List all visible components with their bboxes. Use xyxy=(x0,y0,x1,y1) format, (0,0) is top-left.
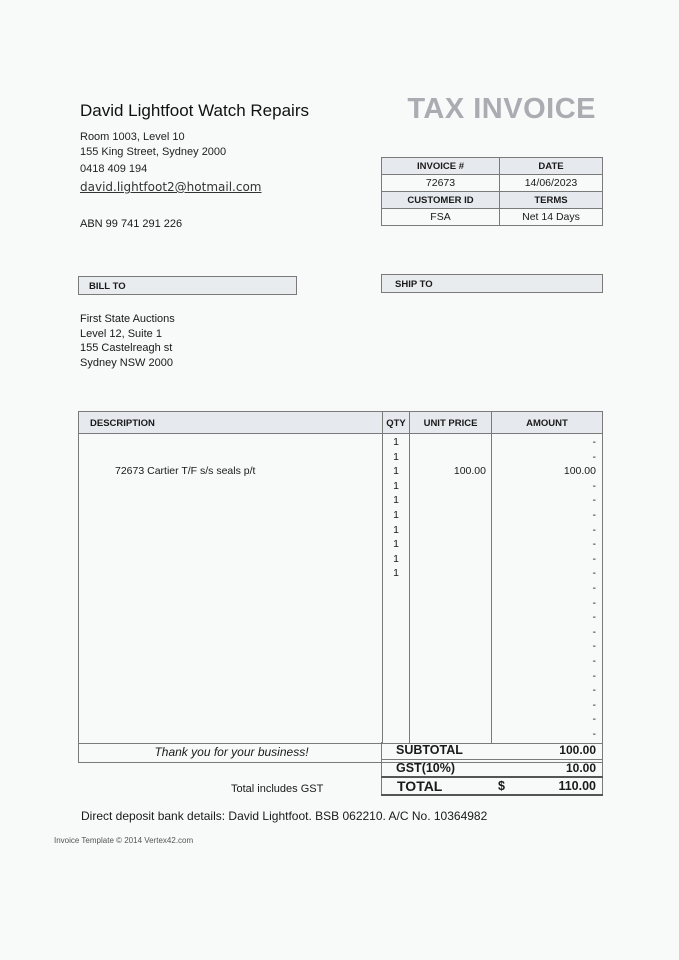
amount-cell: - xyxy=(592,684,596,697)
table-row xyxy=(79,480,602,495)
amount-cell: - xyxy=(592,436,596,448)
total-value: 110.00 xyxy=(558,779,596,793)
date-header: DATE xyxy=(500,158,603,175)
bill-to-line: First State Auctions xyxy=(80,313,175,325)
table-row xyxy=(79,713,602,728)
qty-cell: 1 xyxy=(393,479,399,492)
subtotal-label: SUBTOTAL xyxy=(396,743,463,757)
amount-cell: - xyxy=(592,582,596,594)
table-row xyxy=(79,524,602,539)
amount-cell: - xyxy=(592,596,596,609)
table-row xyxy=(79,597,602,612)
thank-you-message: Thank you for your business! xyxy=(154,745,309,759)
company-email-link[interactable]: david.lightfoot2@hotmail.com xyxy=(80,180,262,194)
qty-cell: 1 xyxy=(393,567,399,580)
amount-cell: - xyxy=(592,611,596,624)
table-row xyxy=(79,567,602,582)
amount-column-header: AMOUNT xyxy=(526,418,568,429)
amount-cell: 100.00 xyxy=(563,465,596,478)
table-row xyxy=(79,538,602,553)
unit-price-cell: 100.00 xyxy=(453,465,486,478)
company-address-line2: 155 King Street, Sydney 2000 xyxy=(80,146,227,158)
customer-id-header: CUSTOMER ID xyxy=(382,192,500,209)
description-column-header: DESCRIPTION xyxy=(90,418,155,429)
table-row xyxy=(79,670,602,685)
amount-cell: - xyxy=(592,509,596,521)
template-credit: Invoice Template © 2014 Vertex42.com xyxy=(54,836,194,845)
bill-to-line: 155 Castelreagh st xyxy=(80,342,173,354)
company-abn: ABN 99 741 291 226 xyxy=(80,218,183,230)
payment-terms: Net 14 Days xyxy=(500,209,603,226)
qty-cell: 1 xyxy=(393,494,399,507)
table-row xyxy=(79,699,602,714)
table-row xyxy=(79,494,602,509)
amount-cell: - xyxy=(592,479,596,492)
qty-cell: 1 xyxy=(393,538,399,551)
amount-cell: - xyxy=(592,728,596,740)
qty-cell: 1 xyxy=(393,509,399,521)
customer-id: FSA xyxy=(382,209,500,226)
amount-cell: - xyxy=(592,552,596,565)
invoice-title: TAX INVOICE xyxy=(407,93,596,125)
amount-cell: - xyxy=(592,640,596,653)
table-row xyxy=(79,436,602,451)
amount-cell: - xyxy=(592,494,596,507)
company-address-line1: Room 1003, Level 10 xyxy=(80,131,185,143)
qty-cell: 1 xyxy=(393,523,399,536)
table-row xyxy=(79,684,602,699)
table-row xyxy=(79,553,602,568)
unit-price-column-header: UNIT PRICE xyxy=(423,418,478,429)
amount-cell: - xyxy=(592,538,596,551)
ship-to-header: SHIP TO xyxy=(381,274,603,293)
gst-note: Total includes GST xyxy=(231,783,324,795)
gst-label: GST(10%) xyxy=(396,761,456,775)
total-label: TOTAL xyxy=(397,778,443,794)
amount-cell: - xyxy=(592,713,596,726)
bank-details: Direct deposit bank details: David Lightfoot. BSB 062210. A/C No. 10364982 xyxy=(81,809,488,823)
table-row xyxy=(79,626,602,641)
table-row xyxy=(79,509,602,524)
table-row xyxy=(79,640,602,655)
qty-cell: 1 xyxy=(393,552,399,565)
amount-cell: - xyxy=(592,655,596,667)
invoice-meta-table xyxy=(381,157,603,226)
terms-header: TERMS xyxy=(500,192,603,209)
line-items-table xyxy=(78,411,603,763)
amount-cell: - xyxy=(592,450,596,463)
bill-to-line: Sydney NSW 2000 xyxy=(80,357,173,369)
currency-symbol: $ xyxy=(498,779,505,793)
qty-cell: 1 xyxy=(393,465,399,478)
company-name: David Lightfoot Watch Repairs xyxy=(80,101,309,120)
invoice-number: 72673 xyxy=(382,175,500,192)
amount-cell: - xyxy=(592,567,596,580)
table-row xyxy=(79,728,602,743)
qty-cell: 1 xyxy=(393,450,399,463)
amount-cell: - xyxy=(592,669,596,682)
qty-column-header: QTY xyxy=(386,418,406,429)
company-phone: 0418 409 194 xyxy=(80,163,148,175)
gst-value: 10.00 xyxy=(565,761,596,775)
invoice-number-header: INVOICE # xyxy=(382,158,500,175)
table-row xyxy=(79,465,602,480)
invoice-date: 14/06/2023 xyxy=(500,175,603,192)
qty-cell: 1 xyxy=(393,436,399,448)
subtotal-value: 100.00 xyxy=(559,743,596,757)
table-row xyxy=(79,611,602,626)
amount-cell: - xyxy=(592,625,596,638)
amount-cell: - xyxy=(592,523,596,536)
bill-to-line: Level 12, Suite 1 xyxy=(80,328,162,340)
table-row xyxy=(79,655,602,670)
bill-to-header: BILL TO xyxy=(78,276,297,295)
amount-cell: - xyxy=(592,698,596,711)
table-row xyxy=(79,582,602,597)
description-cell: 72673 Cartier T/F s/s seals p/t xyxy=(115,465,256,478)
table-row xyxy=(79,451,602,466)
